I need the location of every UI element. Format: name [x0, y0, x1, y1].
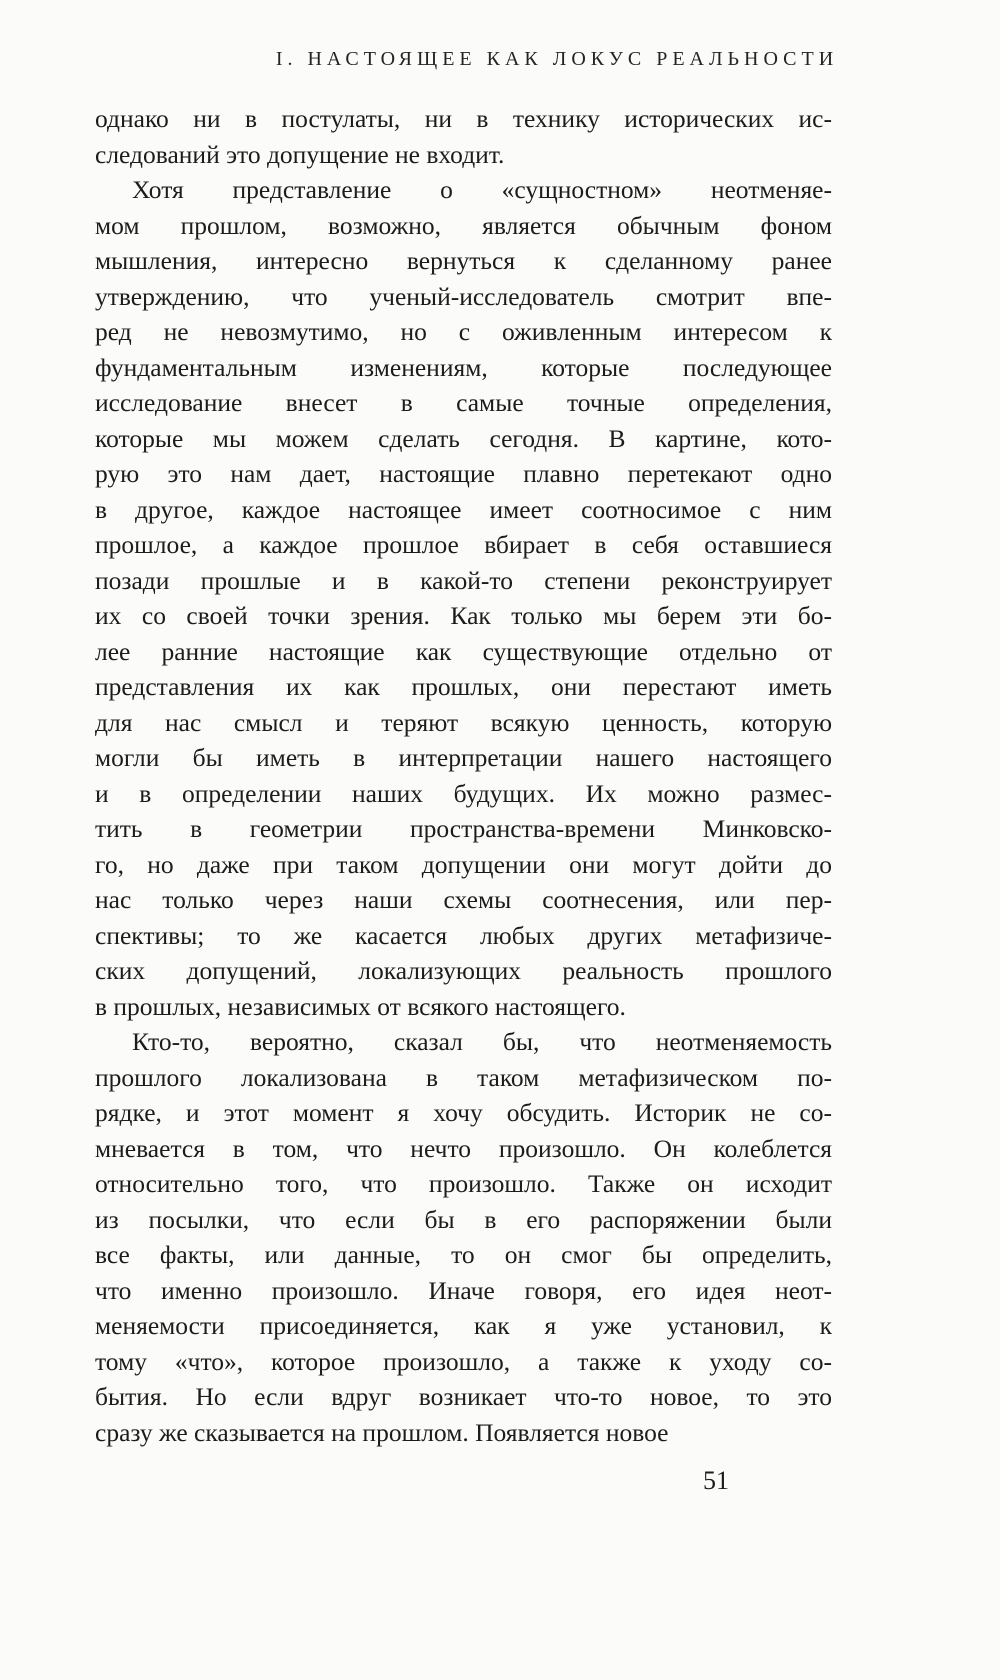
text-line: из посылки, что если бы в его распоряжении были: [95, 1204, 832, 1234]
text-line: представления их как прошлых, они перестают иметь: [95, 672, 832, 701]
text-line: лее ранние настоящие как существующие отдельно от: [95, 636, 832, 666]
text-line: спективы; то же касается любых других метафизиче-: [95, 920, 832, 950]
text-line: тить в геометрии пространства-времени Минковско-: [95, 814, 832, 843]
running-header: I. НАСТОЯЩЕЕ КАК ЛОКУС РЕАЛЬНОСТИ: [275, 48, 839, 70]
text-block: [95, 101, 832, 1450]
text-line: ред не невозмутимо, но с оживленным интересом к: [95, 317, 832, 346]
text-line: утверждению, что ученый-исследователь смотрит впе-: [95, 281, 832, 311]
text-line: ских допущений, локализующих реальность прошлого: [95, 956, 832, 985]
text-line: позади прошлые и в какой-то степени реконструирует: [95, 565, 832, 595]
text-line: мышления, интересно вернуться к сделанному ранее: [95, 246, 832, 275]
text-line: мом прошлом, возможно, является обычным фоном: [95, 210, 832, 240]
text-line: рую это нам дает, настоящие плавно перетекают одно: [95, 459, 832, 488]
text-line: фундаментальным изменениям, которые последующее: [95, 352, 832, 382]
text-line: прошлое, а каждое прошлое вбирает в себя оставшиеся: [95, 530, 832, 559]
text-line: их со своей точки зрения. Как только мы берем эти бо-: [95, 601, 832, 630]
text-line: и в определении наших будущих. Их можно размес-: [95, 778, 832, 808]
text-line: в прошлых, независимых от всякого настоящего.: [95, 991, 626, 1021]
text-line: сразу же сказывается на прошлом. Появляется новое: [95, 1417, 669, 1447]
text-line: нас только через наши схемы соотнесения, или пер-: [95, 885, 832, 914]
text-line: прошлого локализована в таком метафизическом по-: [95, 1062, 832, 1092]
text-line: го, но даже при таком допущении они могут дойти до: [95, 849, 832, 879]
text-line: мневается в том, что нечто произошло. Он колеблется: [95, 1133, 832, 1163]
text-line: что именно произошло. Иначе говоря, его идея неот-: [95, 1275, 832, 1305]
text-line: следований это допущение не входит.: [95, 139, 505, 169]
text-line: бытия. Но если вдруг возникает что-то новое, то это: [95, 1382, 832, 1411]
text-line: все факты, или данные, то он смог бы определить,: [95, 1240, 832, 1269]
text-line: для нас смысл и теряют всякую ценность, которую: [95, 707, 832, 737]
text-line: исследование внесет в самые точные определения,: [95, 388, 832, 417]
page-number: 51: [703, 1466, 729, 1495]
text-line: тому «что», которое произошло, а также к уходу со-: [95, 1346, 832, 1376]
text-line: меняемости присоединяется, как я уже установил, к: [95, 1311, 832, 1340]
text-line: однако ни в постулаты, ни в технику исторических ис-: [95, 104, 832, 133]
text-line: в другое, каждое настоящее имеет соотносимое с ним: [95, 494, 832, 524]
text-line: Хотя представление о «сущностном» неотменяе-: [132, 175, 832, 204]
text-line: Кто-то, вероятно, сказал бы, что неотменяемость: [132, 1027, 832, 1056]
text-line: которые мы можем сделать сегодня. В картине, кото-: [95, 423, 832, 453]
text-line: относительно того, что произошло. Также он исходит: [95, 1169, 832, 1198]
text-line: рядке, и этот момент я хочу обсудить. Историк не со-: [95, 1098, 832, 1127]
text-line: могли бы иметь в интерпретации нашего настоящего: [95, 743, 832, 772]
